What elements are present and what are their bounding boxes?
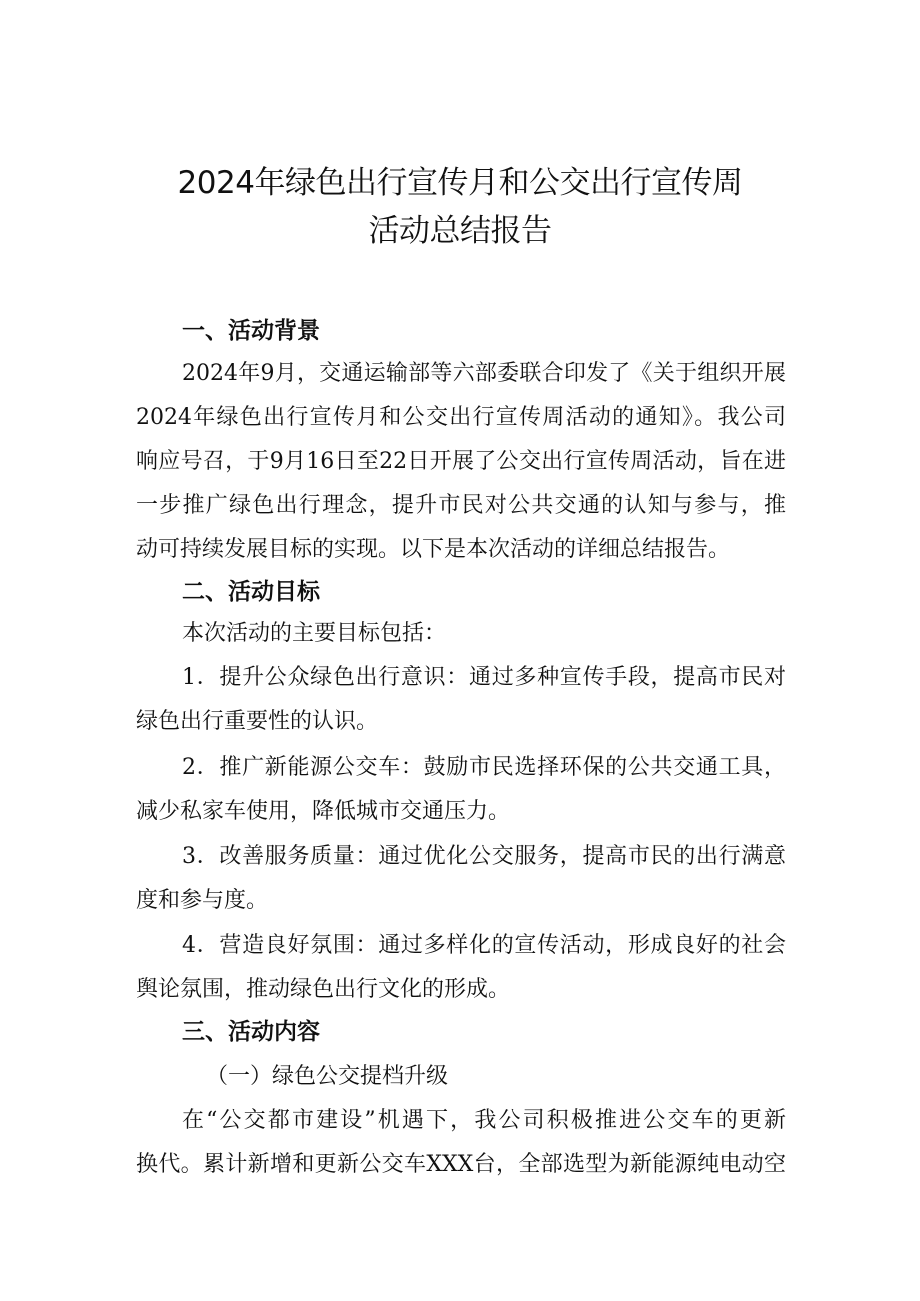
section-heading-content: 三、活动内容 [182,1019,320,1045]
paragraph-line: 2024年绿色出行宣传月和公交出行宣传周活动的通知》。我公司 [136,405,786,430]
section-heading-goals: 二、活动目标 [182,579,320,605]
paragraph-line: 换代。累计新增和更新公交车XXX台，全部选型为新能源纯电动空 [136,1152,786,1177]
goal-item-3-line-1: 3．改善服务质量：通过优化公交服务，提高市民的出行满意 [182,844,786,869]
goal-item-1-line-1: 1．提升公众绿色出行意识：通过多种宣传手段，提高市民对 [182,665,786,690]
goal-item-2-line-1: 2．推广新能源公交车：鼓励市民选择环保的公共交通工具， [182,755,786,780]
goal-item-3-line-2: 度和参与度。 [136,888,269,913]
goal-item-2-line-2: 减少私家车使用，降低城市交通压力。 [136,799,511,824]
goal-item-4-line-1: 4．营造良好氛围：通过多样化的宣传活动，形成良好的社会 [182,933,786,958]
paragraph-line: 在“公交都市建设”机遇下，我公司积极推进公交车的更新 [182,1108,786,1133]
document-title-line-1: 2024年绿色出行宣传月和公交出行宣传周 [177,165,743,201]
goal-item-4-line-2: 舆论氛围，推动绿色出行文化的形成。 [136,977,511,1002]
goals-intro: 本次活动的主要目标包括： [182,621,447,646]
paragraph-line: 2024年9月，交通运输部等六部委联合印发了《关于组织开展 [182,361,786,386]
paragraph-line: 动可持续发展目标的实现。以下是本次活动的详细总结报告。 [136,537,731,562]
subsection-heading-green-bus: （一）绿色公交提档升级 [206,1064,449,1089]
section-heading-background: 一、活动背景 [182,318,320,344]
goal-item-1-line-2: 绿色出行重要性的认识。 [136,709,379,734]
document-title-line-2: 活动总结报告 [368,213,552,249]
paragraph-line: 响应号召，于9月16日至22日开展了公交出行宣传周活动，旨在进 [136,449,786,474]
paragraph-line: 一步推广绿色出行理念，提升市民对公共交通的认知与参与，推 [136,493,786,518]
